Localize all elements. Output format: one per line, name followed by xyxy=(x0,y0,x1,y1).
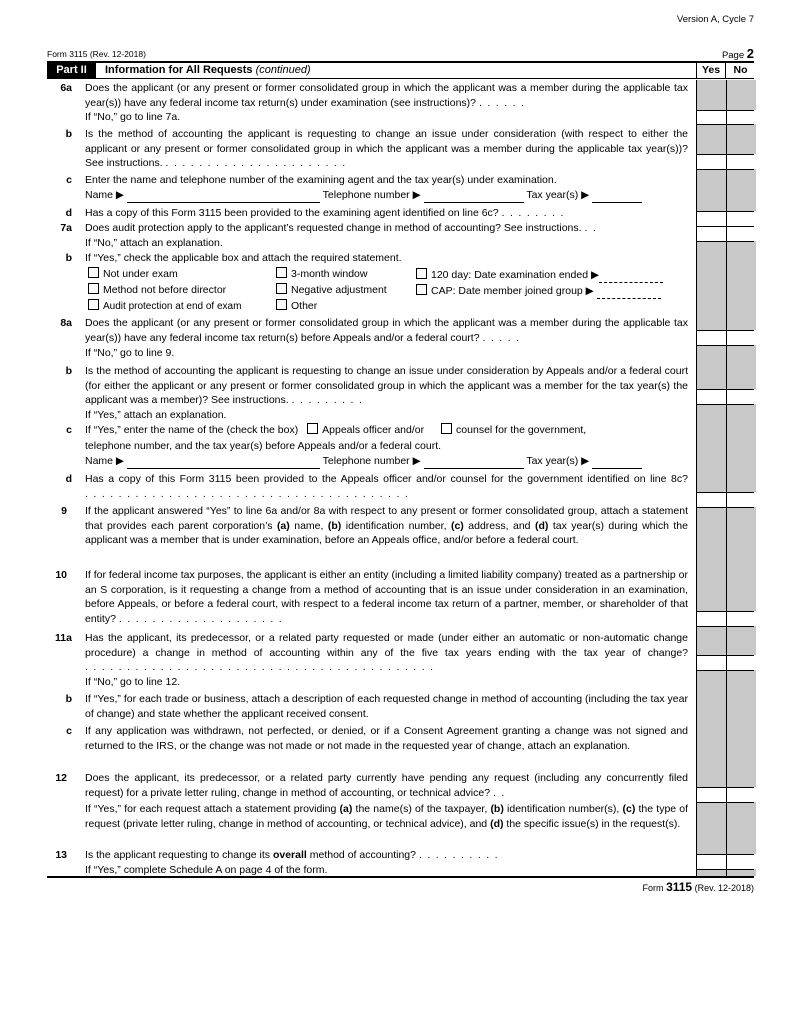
answer-8b[interactable] xyxy=(696,389,755,404)
line-8a-number: 8a xyxy=(60,317,72,329)
line-7b-number: b xyxy=(65,252,72,264)
line-12-instructions: If “Yes,” for each request attach a statement providing (a) the name(s) of the taxpayer, (b) identification number(s), (c) the type of request (private letter ruling, change in method of accounting, or technical advice), and (d) the specific issue(s) in the request(s). xyxy=(85,803,689,830)
line-6c-text: Enter the name and telephone number of the examining agent and the tax year(s) under examination. xyxy=(85,174,557,186)
line-6c-number: c xyxy=(66,174,72,186)
line-11a-note: If “No,” go to line 12. xyxy=(85,676,181,688)
checkbox-not-under-exam[interactable]: Not under exam xyxy=(88,267,178,282)
line-9-number: 9 xyxy=(61,505,67,517)
checkbox-3-month-window[interactable]: 3-month window xyxy=(276,267,367,282)
line-8d-number: d xyxy=(65,473,72,485)
checkbox-negative-adjustment[interactable]: Negative adjustment xyxy=(276,283,387,298)
form-footer: Form 3115 (Rev. 12-2018) xyxy=(642,880,754,894)
line-6d-number: d xyxy=(65,207,72,219)
line-11c-text: If any application was withdrawn, not perfected, or denied, or if a Consent Agreement granting a change was not signed and returned to the IRS, or the change was not made or not made in the requested year of change, attach an explanation. xyxy=(85,725,688,752)
line-11c-number: c xyxy=(66,725,72,737)
line-11a-text: Has the applicant, its predecessor, or a related party requested or made (under either an automatic or non-automatic change procedure) a change in method of accounting within any of the five tax years ending with the tax year of change? .......................................... xyxy=(85,632,688,674)
no-column-header: No xyxy=(725,63,755,78)
line-6c-tax-year-field[interactable] xyxy=(592,202,642,203)
line-6d-text: Has a copy of this Form 3115 been provided to the examining agent identified on line 6c? ........ xyxy=(85,207,569,219)
line-8c-text: If “Yes,” enter the name of the (check the box) Appeals officer and/or counsel for the government, xyxy=(85,424,587,436)
line-7a-number: 7a xyxy=(60,222,72,234)
checkbox-counsel[interactable]: counsel for the government, xyxy=(441,424,586,436)
line-8a-text: Does the applicant (or any present or former consolidated group in which the applicant was a member during the applicable tax year(s)) have any federal income tax return(s) before Appeals and/or a federal court? ..... xyxy=(85,317,688,344)
checkbox-other[interactable]: Other xyxy=(276,299,317,314)
line-11a-number: 11a xyxy=(55,632,72,644)
answer-8d[interactable] xyxy=(696,492,755,507)
line-10-number: 10 xyxy=(55,569,67,581)
line-11b-text: If “Yes,” for each trade or business, attach a description of each requested change in method of accounting (including the tax year of change) and state whether the applicant received consent. xyxy=(85,693,688,720)
line-13-text: Is the applicant requesting to change its overall method of accounting? .......... xyxy=(85,849,504,861)
answer-10[interactable] xyxy=(696,611,755,626)
checkbox-appeals-officer[interactable]: Appeals officer and/or xyxy=(307,424,424,436)
answer-6d[interactable] xyxy=(696,211,755,226)
line-6b-number: b xyxy=(65,128,72,140)
form-header: Form 3115 (Rev. 12-2018) xyxy=(47,49,146,59)
line-7b-text: If “Yes,” check the applicable box and attach the required statement. xyxy=(85,252,402,264)
part-label: Part II xyxy=(47,63,96,78)
line-12-number: 12 xyxy=(55,772,67,784)
line-7a-text: Does audit protection apply to the applicant’s requested change in method of accounting? See instructions. .. xyxy=(85,222,602,234)
answer-11a[interactable] xyxy=(696,655,755,670)
line-6b-text: Is the method of accounting the applicant is requesting to change an issue under consideration (with respect to either the applicant or any present or former consolidated group in which the applicant was a member during the applicable tax year(s))? See instructions. ...................... xyxy=(85,128,688,170)
bottom-rule xyxy=(47,876,754,878)
checkbox-cap-date[interactable]: CAP: Date member joined group ▶ xyxy=(416,284,661,299)
line-6c-phone-field[interactable] xyxy=(424,202,524,203)
yes-column-header: Yes xyxy=(696,63,725,78)
line-8c-tax-year-field[interactable] xyxy=(592,468,642,469)
line-12-text: Does the applicant, its predecessor, or a related party currently have pending any request (including any concurrently filed request) for a private letter ruling, change in method of accounting, or technical advice? .. xyxy=(85,772,688,799)
line-8b-number: b xyxy=(65,365,72,377)
answer-6b[interactable] xyxy=(696,154,755,169)
line-6a-text: Does the applicant (or any present or former consolidated group in which the applicant was a member during the applicable tax year(s)) have any federal income tax return(s) under examination (see instructions)? ...... xyxy=(85,82,688,109)
checkbox-audit-protection[interactable]: Audit protection at end of exam xyxy=(88,299,241,315)
line-8c-name-field[interactable] xyxy=(127,468,320,469)
line-8c-phone-field[interactable] xyxy=(424,468,524,469)
line-13-number: 13 xyxy=(55,849,67,861)
line-6c-fields: Name ▶ Telephone number ▶ Tax year(s) ▶ xyxy=(85,188,688,203)
part-header xyxy=(47,63,754,78)
line-6c-name-field[interactable] xyxy=(127,202,320,203)
checkbox-method-not-before-director[interactable]: Method not before director xyxy=(88,283,226,298)
answer-6a[interactable] xyxy=(696,110,755,124)
version-label: Version A, Cycle 7 xyxy=(676,14,754,25)
line-9-text: If the applicant answered “Yes” to line 6a and/or 8a with respect to any present or former consolidated group, attach a statement that provides each parent corporation’s (a) name, (b) identification number, (c) address, and (d) tax year(s) during which the applicant was a member that is under examination, before an Appeals office, and/or before a federal court. xyxy=(85,505,688,547)
answer-12[interactable] xyxy=(696,787,755,802)
line-6a-note: If “No,” go to line 7a. xyxy=(85,111,181,123)
line-10-text: If for federal income tax purposes, the applicant is either an entity (including a limited liability company) treated as a partnership or an S corporation, is it requesting a change from a method of accounting that is an issue under consideration in an examination, before Appeals, or before a federal court, with respect to a federal income tax return of a partner, member, or shareholder of that entity? .................... xyxy=(85,569,688,625)
line-8c-text2: telephone number, and the tax year(s) before Appeals and/or a federal court. xyxy=(85,440,442,452)
line-8d-text: Has a copy of this Form 3115 been provided to the Appeals officer and/or counsel for the government identified on line 8c? ....................................... xyxy=(85,473,688,500)
answer-13[interactable] xyxy=(696,854,755,869)
answer-8a[interactable] xyxy=(696,330,755,345)
page-number: Page 2 xyxy=(721,46,754,61)
line-8c-number: c xyxy=(66,424,72,436)
line-8a-note: If “No,” go to line 9. xyxy=(85,347,175,359)
line-6a-number: 6a xyxy=(60,82,72,94)
line-13-note: If “Yes,” complete Schedule A on page 4 of the form. xyxy=(85,864,328,876)
yes-no-column xyxy=(696,80,754,876)
line-7a-note: If “No,” attach an explanation. xyxy=(85,237,223,249)
line-8b-text: Is the method of accounting the applicant is requesting to change an issue under consideration by Appeals and/or a federal court (for either the applicant or any present or former consolidated group in which the applicant was a member for the tax year(s) the applicant was a member)? See instructions. ......... xyxy=(85,365,688,407)
line-8c-fields: Name ▶ Telephone number ▶ Tax year(s) ▶ xyxy=(85,454,688,469)
header-rule xyxy=(47,78,754,79)
line-11b-number: b xyxy=(65,693,72,705)
answer-7a[interactable] xyxy=(696,226,755,241)
part-title: Information for All Requests (continued) xyxy=(105,64,311,76)
line-8b-note: If “Yes,” attach an explanation. xyxy=(85,409,227,421)
checkbox-120-day[interactable]: 120 day: Date examination ended ▶ xyxy=(416,268,663,283)
